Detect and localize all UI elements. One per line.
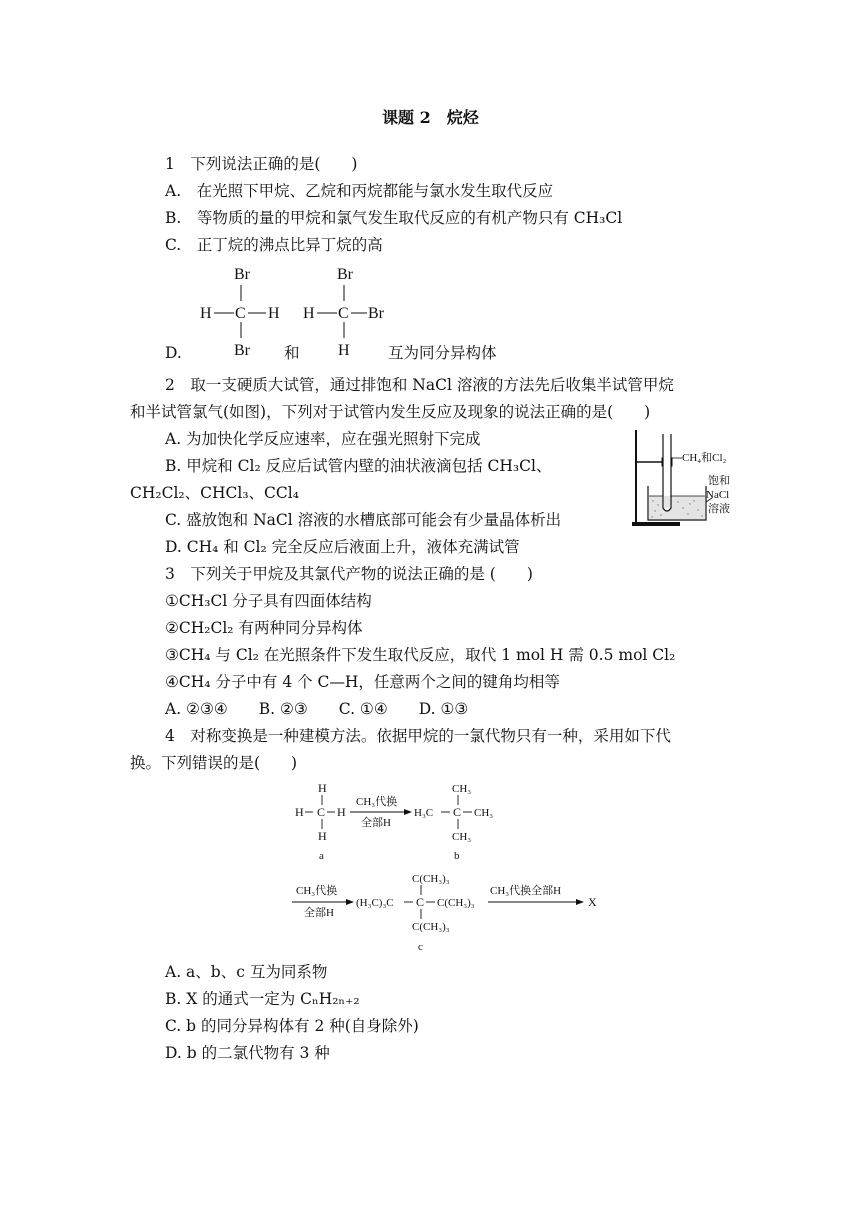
- label-a: a: [319, 850, 324, 862]
- gas-label: CH₄和Cl₂: [682, 452, 727, 464]
- struct2-top-atom: Br: [337, 266, 353, 283]
- q1-option-d-tail: 互为同分异构体: [388, 344, 497, 362]
- label-c: c: [418, 941, 423, 953]
- solution-label-1: 饱和: [708, 475, 730, 487]
- test-tube-apparatus-figure: [628, 428, 740, 528]
- q3-statement-2: ②CH₂Cl₂ 有两种同分异构体: [165, 619, 363, 637]
- struct2-bottom-atom: H: [338, 342, 350, 359]
- q2-option-a: A. 为加快化学反应速率，应在强光照射下完成: [165, 430, 481, 448]
- q4-option-b: B. X 的通式一定为 CₙH₂ₙ₊₂: [165, 990, 360, 1008]
- q1-option-c: C. 正丁烷的沸点比异丁烷的高: [165, 236, 383, 254]
- arrow-2-bottom: 全部H: [304, 907, 334, 919]
- b-bottom: CH₃: [452, 831, 472, 843]
- b-left: H₃C: [414, 807, 434, 819]
- q4-option-a: A. a、b、c 互为同系物: [165, 963, 328, 981]
- q2-option-b-line2: CH₂Cl₂、CHCl₃、CCl₄: [130, 484, 299, 502]
- q2-stem-line1: 2 取一支硬质大试管，通过排饱和 NaCl 溶液的方法先后收集半试管甲烷: [165, 376, 674, 394]
- q2-option-d: D. CH₄ 和 Cl₂ 完全反应后液面上升，液体充满试管: [165, 538, 520, 556]
- q3-stem: 3 下列关于甲烷及其氯代产物的说法正确的是 ( ): [165, 565, 533, 583]
- dibromomethane-structure-1: [196, 262, 296, 362]
- svg-text:H: H: [318, 829, 327, 843]
- arrow-1-top: CH₃代换: [356, 796, 398, 808]
- q1-option-b: B. 等物质的量的甲烷和氯气发生取代反应的有机产物只有 CH₃Cl: [165, 209, 623, 227]
- struct2-left-atom: H: [303, 305, 315, 322]
- page-title: 课题 2 烷烃: [382, 108, 479, 127]
- arrow-3-top: CH₃代换全部H: [490, 885, 562, 897]
- scheme-row-2: [290, 870, 610, 956]
- struct2-right-atom: Br: [368, 305, 384, 322]
- b-right: CH₃: [474, 807, 494, 819]
- svg-text:H: H: [318, 781, 327, 795]
- label-b: b: [454, 850, 460, 862]
- arrow-2-top: CH₃代换: [296, 885, 338, 897]
- c-right: C(CH₃)₃: [437, 897, 475, 909]
- q2-option-c: C. 盛放饱和 NaCl 溶液的水槽底部可能会有少量晶体析出: [165, 511, 562, 529]
- svg-text:H: H: [295, 805, 304, 819]
- nacl-solution: [649, 496, 705, 519]
- product-x: X: [588, 895, 597, 909]
- c-bottom: C(CH₃)₃: [412, 921, 450, 933]
- q2-stem-line2: 和半试管氯气(如图)，下列对于试管内发生反应及现象的说法正确的是( ): [130, 403, 651, 421]
- solution-label-2: NaCl: [706, 489, 730, 501]
- svg-text:C: C: [453, 805, 462, 819]
- c-top: C(CH₃)₃: [412, 873, 450, 885]
- arrow-1-bottom: 全部H: [361, 817, 391, 829]
- q3-statement-4: ④CH₄ 分子中有 4 个 C—H，任意两个之间的键角均相等: [165, 673, 560, 691]
- c-left: (H₃C)₃C: [356, 897, 394, 909]
- q3-statement-3: ③CH₄ 与 Cl₂ 在光照条件下发生取代反应，取代 1 mol H 需 0.5 mol Cl₂: [165, 646, 676, 664]
- struct1-right-atom: H: [268, 305, 280, 322]
- struct1-bottom-atom: Br: [234, 342, 250, 359]
- q4-stem-line1: 4 对称变换是一种建模方法。依据甲烷的一氯代物只有一种，采用如下代: [165, 727, 671, 745]
- dibromomethane-structure-2: [301, 262, 401, 362]
- svg-text:H: H: [337, 805, 346, 819]
- q4-stem-line2: 换。下列错误的是( ): [130, 754, 298, 772]
- q2-option-b-line1: B. 甲烷和 Cl₂ 反应后试管内壁的油状液滴包括 CH₃Cl、: [165, 457, 552, 475]
- svg-text:C: C: [416, 895, 425, 909]
- struct1-left-atom: H: [200, 305, 212, 322]
- struct1-center-atom: C: [235, 305, 246, 322]
- q1-option-d-label: D.: [165, 344, 182, 362]
- svg-text:C: C: [317, 805, 326, 819]
- q1-stem: 1 下列说法正确的是( ): [165, 155, 358, 173]
- struct2-center-atom: C: [338, 305, 349, 322]
- q1-option-d-and: 和: [284, 344, 300, 362]
- q4-option-c: C. b 的同分异构体有 2 种(自身除外): [165, 1017, 419, 1035]
- struct1-top-atom: Br: [234, 266, 250, 283]
- q3-statement-1: ①CH₃Cl 分子具有四面体结构: [165, 592, 372, 610]
- b-top: CH₃: [452, 783, 472, 795]
- scheme-row-1: [290, 780, 510, 862]
- solution-label-3: 溶液: [708, 503, 730, 515]
- q3-options: A. ②③④ B. ②③ C. ①④ D. ①③: [165, 700, 469, 718]
- stand-base: [632, 522, 680, 526]
- q4-option-d: D. b 的二氯代物有 3 种: [165, 1044, 330, 1062]
- q1-option-a: A. 在光照下甲烷、乙烷和丙烷都能与氯水发生取代反应: [165, 182, 554, 200]
